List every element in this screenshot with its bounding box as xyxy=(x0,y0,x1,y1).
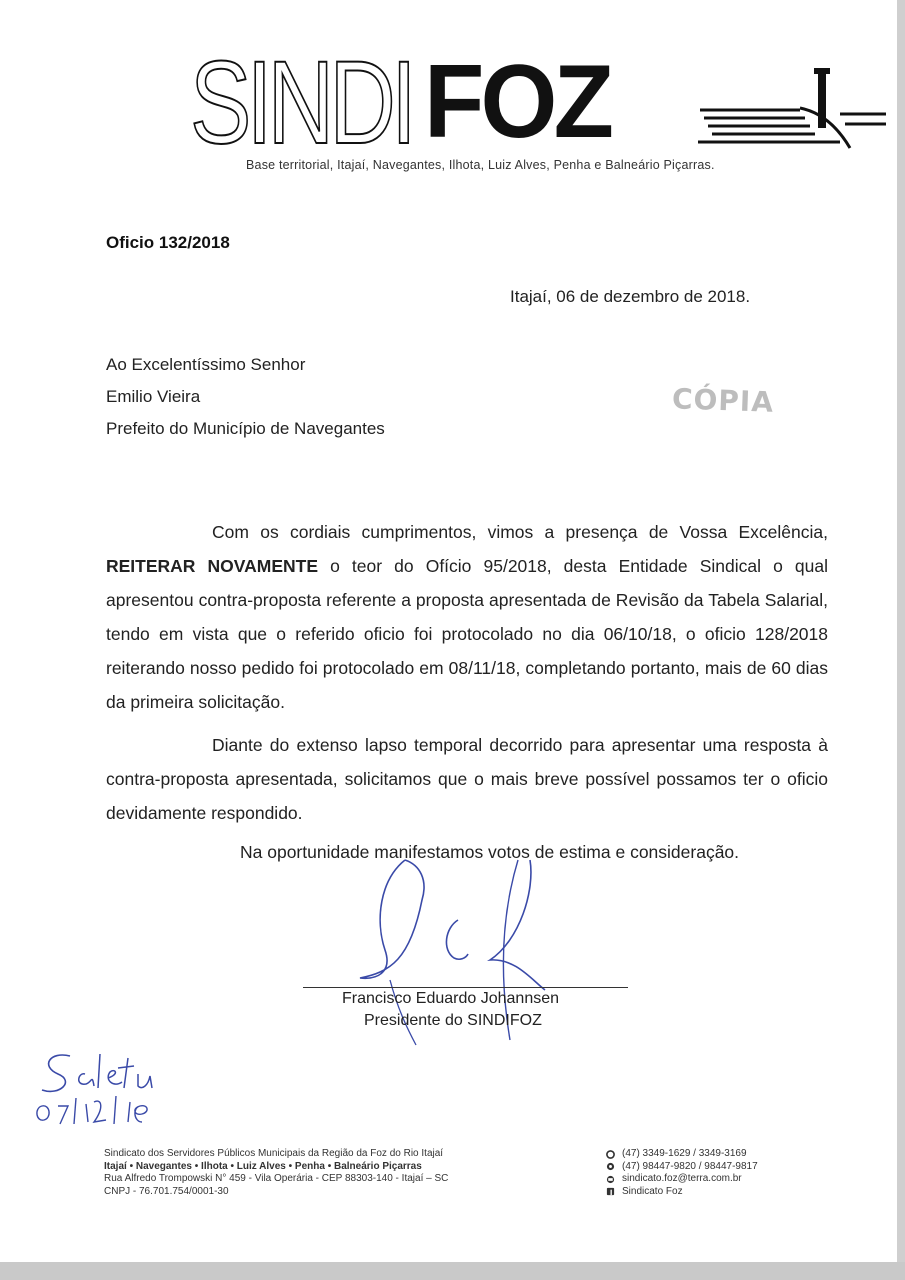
phone-icon xyxy=(606,1150,615,1159)
recipient-salutation: Ao Excelentíssimo Senhor xyxy=(106,355,306,374)
logo-text-bold: FOZ xyxy=(424,44,611,160)
closing-sentence: Na oportunidade manifestamos votos de estima e consideração. xyxy=(240,842,740,862)
phone-numbers: (47) 3349-1629 / 3349-3169 xyxy=(622,1148,747,1159)
logo-text-outline: SINDI xyxy=(190,37,413,169)
email-address: sindicato.foz@terra.com.br xyxy=(622,1173,742,1184)
whatsapp-icon xyxy=(606,1162,615,1171)
contact-whatsapp xyxy=(606,1161,758,1174)
footer-contacts xyxy=(606,1148,758,1198)
footer-address: Rua Alfredo Trompowski N° 459 - Vila Operária - CEP 88303-140 - Itajaí – SC xyxy=(104,1173,449,1184)
recipient-title: Prefeito do Município de Navegantes xyxy=(106,419,385,438)
body-paragraph-1 xyxy=(106,515,828,719)
footer-organization xyxy=(104,1148,448,1198)
facebook-icon xyxy=(606,1187,615,1196)
paragraph-1-text-b: o teor do Ofício 95/2018, desta Entidade Sindical o qual apresentou contra-proposta referente a proposta apresentada de Revisão da Tabela Salarial, tendo em vista que o referido oficio foi protocolado no dia 06/10/18, o oficio 128/2018 reiterando nosso pedido foi protocolado em 08/11/18, completando portanto, mais de 60 dias da primeira solicitação. xyxy=(106,556,828,712)
paragraph-1-text-a: Com os cordiais cumprimentos, vimos a presença de Vossa Excelência, xyxy=(212,522,828,542)
contact-email xyxy=(606,1173,758,1186)
document-date: Itajaí, 06 de dezembro de 2018. xyxy=(510,287,751,306)
recipient-name: Emilio Vieira xyxy=(106,387,201,406)
copy-stamp: CÓPIA xyxy=(671,382,775,419)
signer-role: Presidente do SINDIFOZ xyxy=(364,1012,542,1029)
signature-line xyxy=(303,987,628,988)
body-paragraph-2 xyxy=(106,728,828,830)
footer-org-name: Sindicato dos Servidores Públicos Municipais da Região da Foz do Rio Itajaí xyxy=(104,1148,444,1159)
signer-name: Francisco Eduardo Johannsen xyxy=(342,990,560,1007)
contact-phone xyxy=(606,1148,758,1161)
document-number: Oficio 132/2018 xyxy=(106,233,230,252)
facebook-page: Sindicato Foz xyxy=(622,1185,683,1197)
whatsapp-numbers: (47) 98447-9820 / 98447-9817 xyxy=(622,1160,758,1172)
footer-cnpj: CNPJ - 76.701.754/0001-30 xyxy=(104,1185,229,1197)
logo-tagline: Base territorial, Itajaí, Navegantes, Ilhota, Luiz Alves, Penha e Balneário Piçarras. xyxy=(246,158,715,172)
lighthouse-waves-icon xyxy=(690,62,890,152)
page-edge xyxy=(0,1262,905,1280)
contact-facebook xyxy=(606,1186,758,1199)
handwritten-initials-date xyxy=(30,1046,200,1126)
email-icon xyxy=(606,1175,615,1184)
footer-cities: Itajaí • Navegantes • Ilhota • Luiz Alves • Penha • Balneário Piçarras xyxy=(104,1160,422,1172)
page-edge xyxy=(897,0,905,1262)
paragraph-1-emphasis: REITERAR NOVAMENTE xyxy=(106,556,319,576)
paragraph-2-text: Diante do extenso lapso temporal decorrido para apresentar uma resposta à contra-proposta apresentada, solicitamos que o mais breve possível possamos ter o oficio devidamente respondido. xyxy=(106,735,828,823)
